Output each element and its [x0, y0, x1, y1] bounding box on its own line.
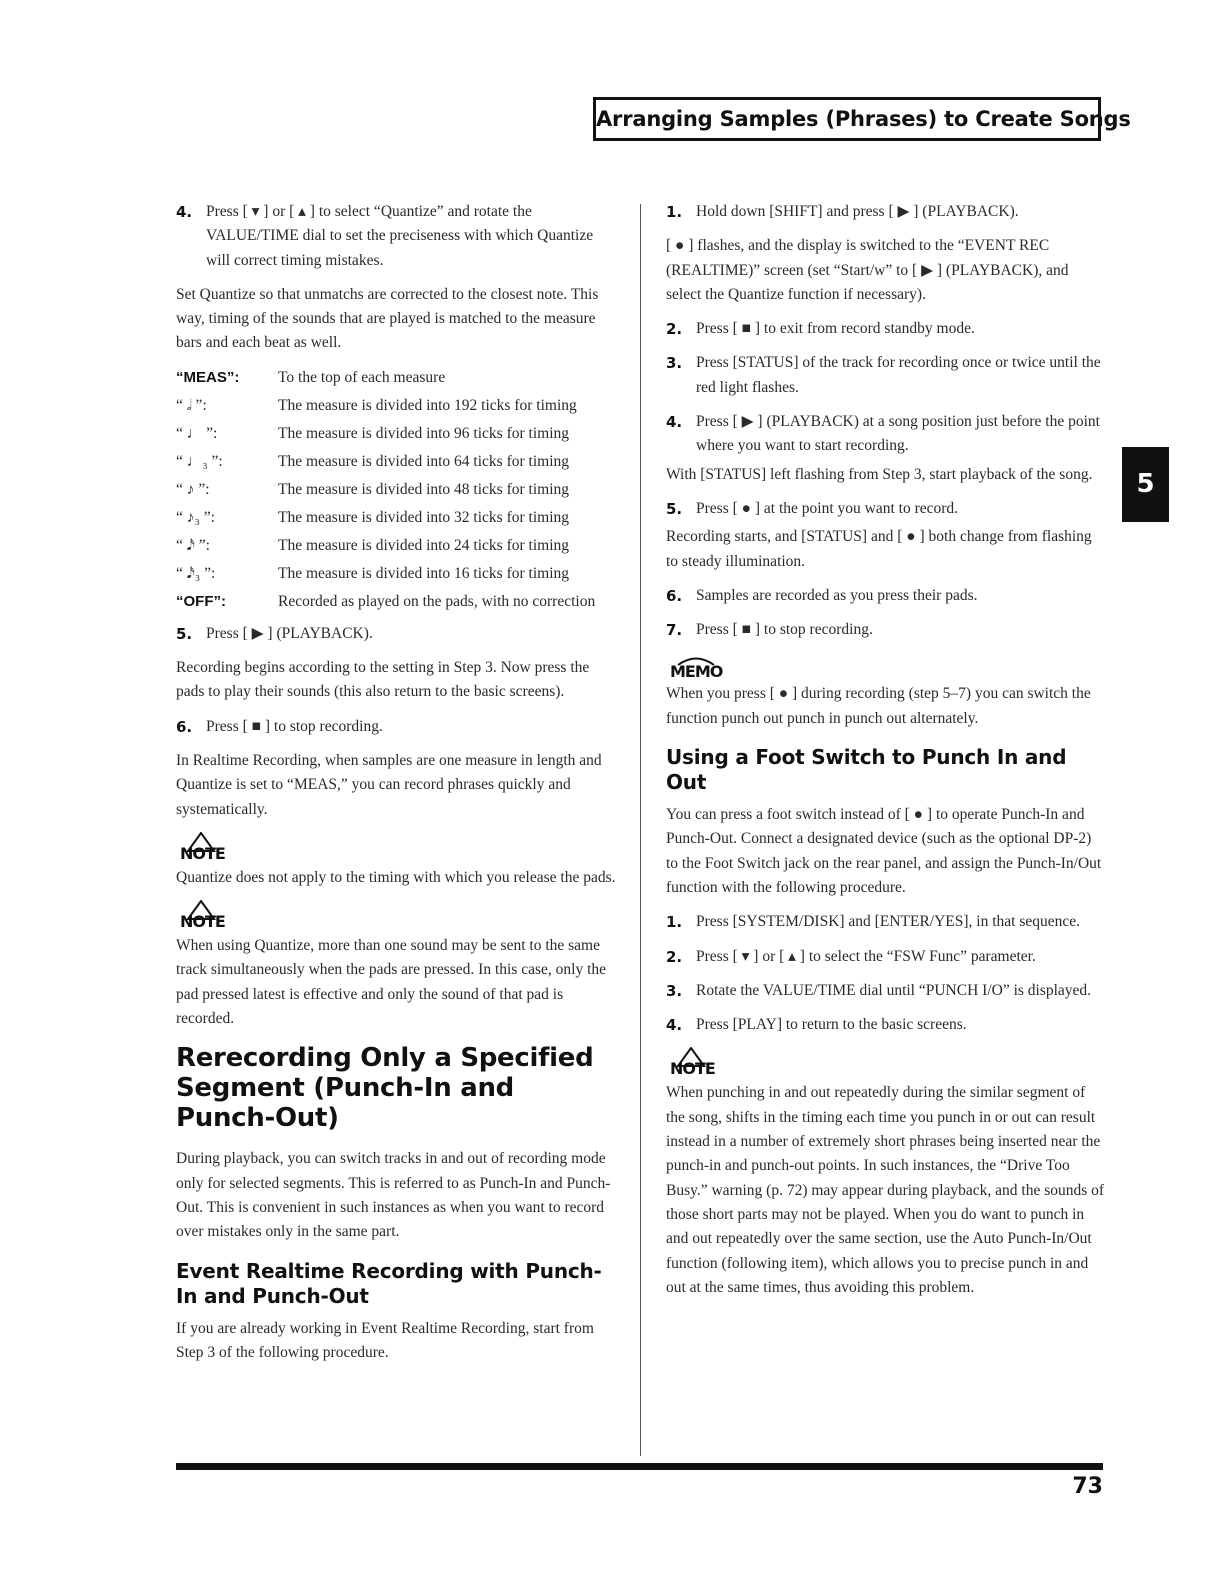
step-text: Press [SYSTEM/DISK] and [ENTER/YES], in that sequence. [696, 913, 1081, 931]
quantize-key: “ 𝅗𝅥 ”: [176, 396, 207, 414]
quantize-value: The measure is divided into 64 ticks for timing [278, 452, 570, 470]
step-number: 5. [666, 499, 683, 518]
section-heading-punch: Rerecording Only a Specified Segment (Punch-In and Punch-Out) [176, 1043, 594, 1134]
step-2 [666, 317, 1106, 341]
paragraph: With [STATUS] left flashing from Step 3, start playback of the song. [666, 465, 1093, 483]
quantize-key: “ ♩₃ ”: [176, 452, 223, 470]
quantize-key: “OFF”: [176, 592, 226, 610]
note-icon [666, 1047, 1106, 1081]
subsection-heading-foot-switch: Using a Foot Switch to Punch In and Out [666, 745, 1067, 795]
quantize-table [176, 366, 616, 614]
memo-icon [666, 652, 1106, 682]
step-4 [176, 200, 616, 273]
step-3 [666, 351, 1106, 400]
step-number: 6. [176, 717, 193, 736]
step-text: Press [ ▾ ] or [ ▴ ] to select the “FSW Func” parameter. [696, 947, 1036, 965]
quantize-key: “ ♪ ”: [176, 480, 210, 498]
quantize-value: Recorded as played on the pads, with no correction [278, 592, 596, 610]
quantize-key: “ ♩ ”: [176, 424, 218, 442]
step-1 [666, 200, 1106, 224]
step-5 [666, 497, 1106, 521]
step-text: Press [ ▶ ] (PLAYBACK). [206, 624, 373, 642]
quantize-row [176, 366, 616, 390]
paragraph: If you are already working in Event Realtime Recording, start from Step 3 of the following procedure. [176, 1319, 594, 1361]
quantize-row [176, 450, 616, 474]
quantize-row [176, 534, 616, 558]
step-text: Press [STATUS] of the track for recording once or twice until the red light flashes. [696, 354, 1101, 396]
quantize-value: The measure is divided into 16 ticks for timing [278, 564, 570, 582]
quantize-row [176, 562, 616, 586]
bottom-rule [176, 1463, 1103, 1470]
quantize-row [176, 506, 616, 530]
step-number: 2. [666, 947, 683, 966]
step-number: 4. [666, 413, 683, 432]
step-number: 6. [666, 586, 683, 605]
chapter-tab: 5 [1122, 447, 1169, 522]
step-number: 3. [666, 354, 683, 373]
quantize-row [176, 394, 616, 418]
right-column [666, 200, 1106, 1310]
memo-text: When you press [ ● ] during recording (step 5–7) you can switch the function punch out punch in punch out alternately. [666, 685, 1091, 727]
note-label: NOTE [180, 912, 225, 932]
step-1 [666, 910, 1106, 934]
note-text: Quantize does not apply to the timing with which you release the pads. [176, 868, 616, 886]
subsection-heading-event: Event Realtime Recording with Punch-In and Punch-Out [176, 1258, 602, 1308]
quantize-row [176, 422, 616, 446]
step-text: Samples are recorded as you press their pads. [696, 586, 978, 604]
paragraph: [ ● ] flashes, and the display is switched to the “EVENT REC (REALTIME)” screen (set “Start/w” to [ ▶ ] (PLAYBACK), and select the Quantize function if necessary). [666, 237, 1069, 303]
quantize-key: “MEAS”: [176, 368, 240, 386]
step-2 [666, 945, 1106, 969]
quantize-value: To the top of each measure [278, 368, 446, 386]
quantize-row [176, 590, 616, 614]
step-text: Press [ ■ ] to stop recording. [696, 621, 873, 639]
step-3 [666, 979, 1106, 1003]
step-4 [666, 410, 1106, 459]
step-6 [176, 715, 616, 739]
step-text: Press [ ▾ ] or [ ▴ ] to select “Quantize” and rotate the VALUE/TIME dial to set the preciseness with which Quantize will correct timing mistakes. [206, 203, 594, 269]
step-text: Press [ ● ] at the point you want to record. [696, 499, 959, 517]
quantize-description: Set Quantize so that unmatchs are corrected to the closest note. This way, timing of the sounds that are played is matched to the measure bars and each beat as well. [176, 285, 599, 352]
quantize-row [176, 478, 616, 502]
step-4 [666, 1013, 1106, 1037]
step-7 [666, 618, 1106, 642]
note-label: NOTE [670, 1059, 715, 1079]
paragraph: Recording starts, and [STATUS] and [ ● ] both change from flashing to steady illumination. [666, 528, 1092, 570]
quantize-value: The measure is divided into 32 ticks for timing [278, 508, 570, 526]
quantize-value: The measure is divided into 48 ticks for timing [278, 480, 570, 498]
step-number: 3. [666, 981, 683, 1000]
note-text: When using Quantize, more than one sound may be sent to the same track simultaneously when the pads are pressed. In this case, only the pad pressed latest is effective and only the sound of that pad is recorded. [176, 937, 607, 1028]
page-number: 73 [1072, 1474, 1103, 1499]
step-number: 4. [666, 1016, 683, 1035]
step-text: Press [PLAY] to return to the basic screens. [696, 1016, 967, 1034]
quantize-key: “ ♪₃ ”: [176, 508, 215, 526]
step-number: 4. [176, 203, 193, 221]
page-header-title: Arranging Samples (Phrases) to Create Songs [593, 97, 1101, 141]
quantize-value: The measure is divided into 96 ticks for timing [278, 424, 570, 442]
left-column [176, 200, 616, 1375]
memo-label: MEMO [670, 662, 723, 682]
paragraph: You can press a foot switch instead of [ ● ] to operate Punch-In and Punch-Out. Connect a designated device (such as the optional DP-2) to the Foot Switch jack on the rear panel, and assign the Punch-In/Out function with the following procedure. [666, 806, 1102, 896]
quantize-key: “ 𝅘𝅥𝅯 ”: [176, 536, 210, 554]
quantize-value: The measure is divided into 24 ticks for timing [278, 536, 570, 554]
step-5 [176, 622, 616, 646]
note-label: NOTE [180, 843, 225, 863]
column-divider [640, 204, 641, 1456]
paragraph: In Realtime Recording, when samples are one measure in length and Quantize is set to “MEAS,” you can record phrases quickly and systematically. [176, 751, 602, 818]
step-number: 1. [666, 203, 683, 221]
paragraph: Recording begins according to the setting in Step 3. Now press the pads to play their sounds (this also return to the basic screens). [176, 659, 590, 701]
quantize-value: The measure is divided into 192 ticks for timing [278, 396, 577, 414]
step-number: 7. [666, 621, 683, 640]
note-text: When punching in and out repeatedly during the similar segment of the song, shifts in the timing each time you punch in or out can result instead in a number of extremely short phrases being inserted near the punch-in and punch-out points. In such instances, the “Drive Too Busy.” warning (p. 72) may appear during playback, and the sounds of those short parts may not be played. When you do want to punch in and out repeatedly over the same section, use the Auto Punch-In/Out function (following item), which allows you to precise punch in and out at the same times, thus avoiding this problem. [666, 1084, 1105, 1296]
quantize-key: “ 𝅘𝅥𝅯₃ ”: [176, 564, 216, 582]
step-text: Press [ ■ ] to exit from record standby mode. [696, 320, 975, 338]
step-text: Press [ ■ ] to stop recording. [206, 717, 383, 735]
note-icon [176, 832, 616, 866]
step-number: 5. [176, 624, 193, 643]
paragraph: During playback, you can switch tracks in and out of recording mode only for selected segments. This is referred to as Punch-In and Punch-Out. This is convenient in such instances as when you want to record over mistakes only in the same part. [176, 1150, 611, 1241]
step-text: Hold down [SHIFT] and press [ ▶ ] (PLAYBACK). [696, 203, 1019, 220]
note-icon [176, 900, 616, 934]
step-6 [666, 584, 1106, 608]
step-text: Press [ ▶ ] (PLAYBACK) at a song position just before the point where you want to start recording. [696, 413, 1100, 455]
step-text: Rotate the VALUE/TIME dial until “PUNCH I/O” is displayed. [696, 981, 1092, 999]
step-number: 2. [666, 320, 683, 339]
step-number: 1. [666, 913, 683, 932]
